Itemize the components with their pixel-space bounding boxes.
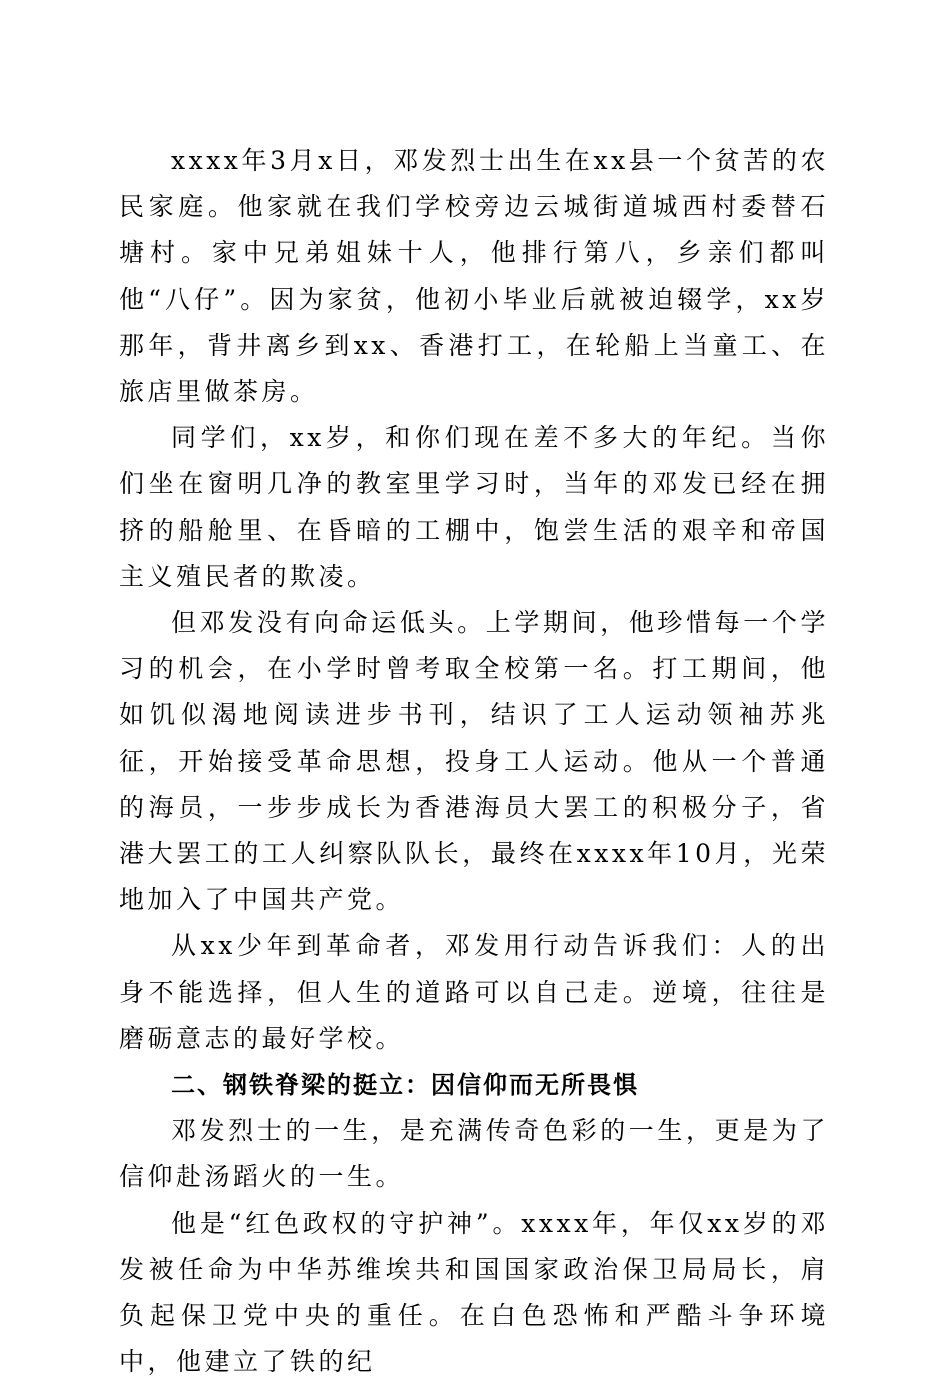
paragraph-birth: xxxx年3月x日，邓发烈士出生在xx县一个贫苦的农民家庭。他家就在我们学校旁边云城街道城西村委替石塘村。家中兄弟姐妹十人，他排行第八，乡亲们都叫他“八仔”。因为家贫，他初小毕业后就被迫辍学，xx岁那年，背井离乡到xx、香港打工，在轮船上当童工、在旅店里做茶房。 bbox=[119, 146, 829, 407]
paragraph-students-age: 同学们，xx岁，和你们现在差不多大的年纪。当你们坐在窗明几净的教室里学习时，当年的邓发已经在拥挤的船舱里、在昏暗的工棚中，饱尝生活的艰辛和帝国主义殖民者的欺凌。 bbox=[119, 423, 829, 591]
paragraph-guardian-of-red-regime: 他是“红色政权的守护神”。xxxx年，年仅xx岁的邓发被任命为中华苏维埃共和国国家政治保卫局局长，肩负起保卫党中央的重任。在白色恐怖和严酷斗争环境中，他建立了铁的纪 bbox=[119, 1208, 829, 1377]
paragraph-not-bowing-to-fate: 但邓发没有向命运低头。上学期间，他珍惜每一个学习的机会，在小学时曾考取全校第一名。打工期间，他如饥似渴地阅读进步书刊，结识了工人运动领袖苏兆征，开始接受革命思想，投身工人运动。他从一个普通的海员，一步步成长为香港海员大罢工的积极分子，省港大罢工的工人纠察队队长，最终在xxxx年10月，光荣地加入了中国共产党。 bbox=[119, 608, 829, 915]
document-body bbox=[119, 138, 829, 1385]
section-heading: 二、钢铁脊梁的挺立：因信仰而无所畏惧 bbox=[171, 1071, 639, 1100]
paragraph-youth-to-revolutionary: 从xx少年到革命者，邓发用行动告诉我们：人的出身不能选择，但人生的道路可以自己走。逆境，往往是磨砺意志的最好学校。 bbox=[119, 931, 829, 1053]
paragraph-life-of-faith: 邓发烈士的一生，是充满传奇色彩的一生，更是为了信仰赴汤蹈火的一生。 bbox=[119, 1116, 829, 1192]
